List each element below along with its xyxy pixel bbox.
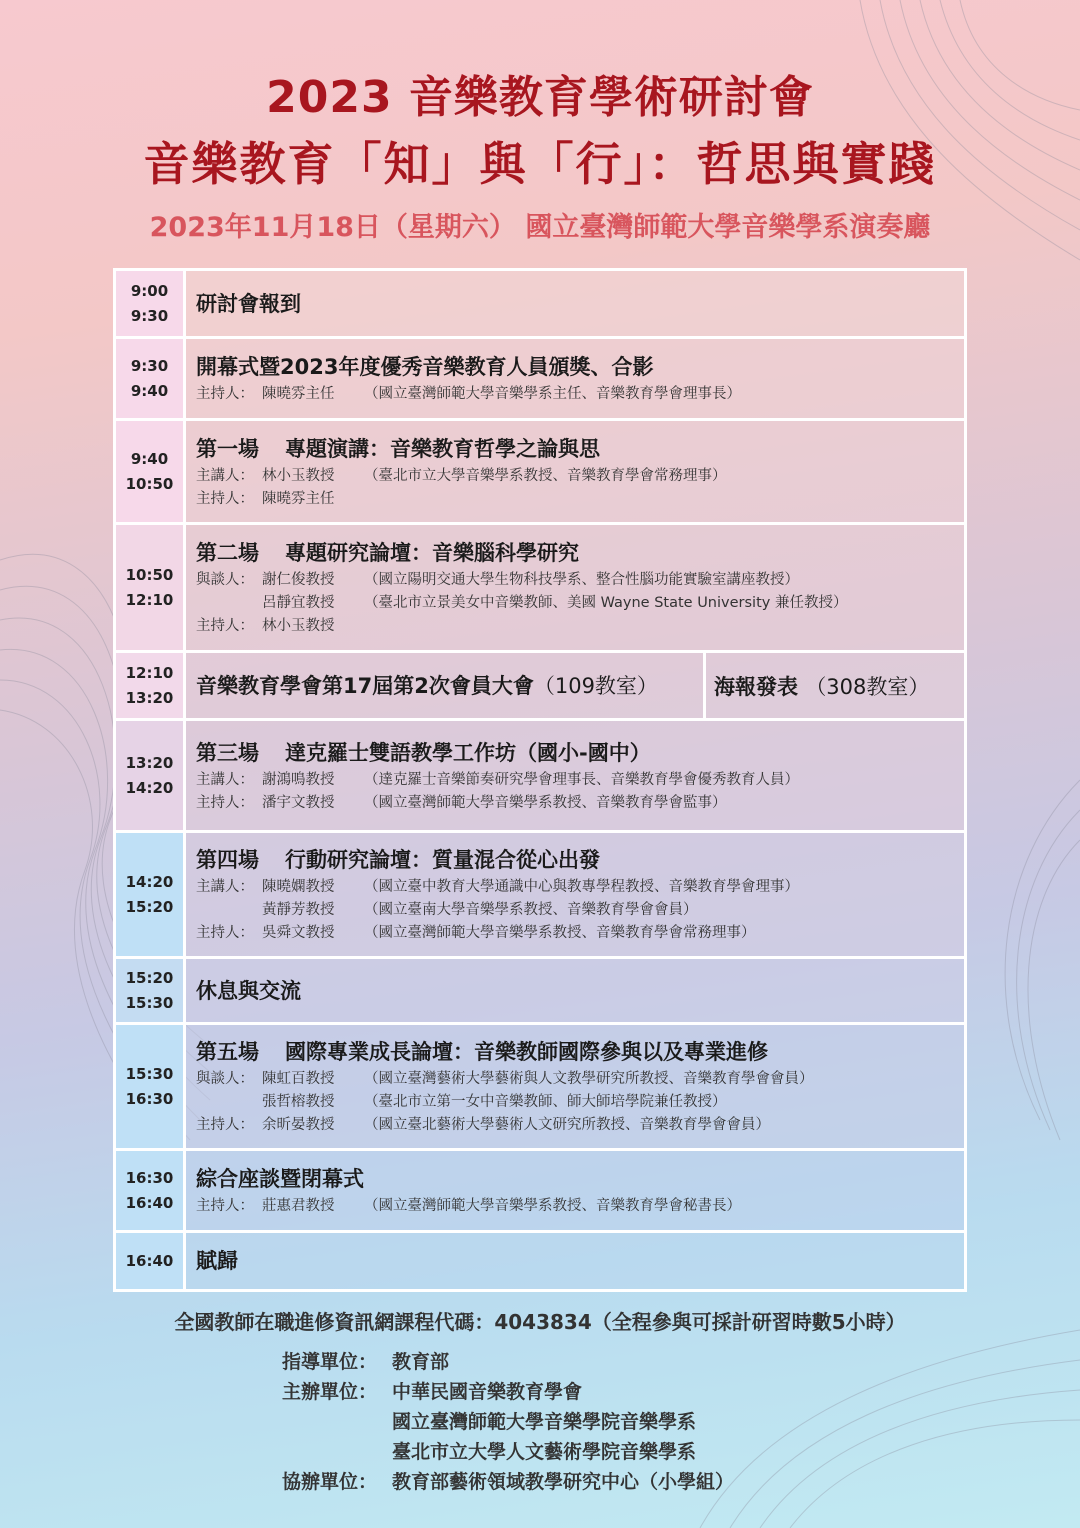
session-title: 開幕式暨2023年度優秀音樂教育人員頒獎、合影 xyxy=(196,355,654,379)
guide-unit: 指導單位： 教育部 xyxy=(282,1351,450,1373)
conference-title: 2023 音樂教育學術研討會 xyxy=(266,72,814,123)
session-cell xyxy=(196,1025,956,1148)
footer xyxy=(0,1305,1080,1493)
session-title: 研討會報到 xyxy=(196,291,301,316)
session-cell xyxy=(196,833,956,956)
host-line: 主持人： 陳曉雰主任 xyxy=(196,490,335,507)
session-title: 休息與交流 xyxy=(196,978,301,1003)
time-cell: 16:40 xyxy=(116,1233,186,1289)
session-title: 第五場 國際專業成長論壇：音樂教師國際參與以及專業進修 xyxy=(196,1040,768,1064)
speaker-line: 主講人： 林小玉教授 （臺北市立大學音樂學系教授、音樂教育學會常務理事） xyxy=(196,467,727,484)
session-cell xyxy=(196,271,956,336)
table-row xyxy=(116,271,964,339)
table-row xyxy=(116,1151,964,1233)
time-cell: 9:00 9:30 xyxy=(116,271,186,336)
session-title: 第一場 專題演講：音樂教育哲學之論與思 xyxy=(196,436,600,461)
time-cell: 14:20 15:20 xyxy=(116,833,186,956)
host-line: 主持人： 陳曉雰主任 （國立臺灣師範大學音樂學系主任、音樂教育學會理事長） xyxy=(196,386,741,402)
co-unit: 協辦單位： 教育部藝術領域教學研究中心（小學組） xyxy=(282,1471,735,1493)
time-cell: 9:30 9:40 xyxy=(116,339,186,418)
panelist-line: 張哲榕教授 （臺北市立第一女中音樂教師、師大師培學院兼任教授） xyxy=(262,1094,727,1110)
conference-theme: 音樂教育「知」與「行」：哲思與實踐 xyxy=(143,137,937,191)
table-row xyxy=(116,525,964,653)
host-line: 主持人： 余昕晏教授 （國立臺北藝術大學藝術人文研究所教授、音樂教育學會會員） xyxy=(196,1117,770,1133)
host-line: 主持人： 吳舜文教授 （國立臺灣師範大學音樂學系教授、音樂教育學會常務理事） xyxy=(196,925,756,941)
cell-divider xyxy=(703,653,706,718)
session-title: 第三場 達克羅士雙語教學工作坊（國小-國中） xyxy=(196,740,651,765)
panelist-line: 呂靜宜教授 （臺北市立景美女中音樂教師、美國 Wayne State University 兼任教授） xyxy=(262,595,848,611)
time-cell: 9:40 10:50 xyxy=(116,421,186,522)
host-line: 主持人： 莊惠君教授 （國立臺灣師範大學音樂學系教授、音樂教育學會秘書長） xyxy=(196,1198,741,1214)
time-cell: 12:10 13:20 xyxy=(116,653,186,718)
speaker-line: 黃靜芳教授 （國立臺南大學音樂學系教授、音樂教育學會會員） xyxy=(262,902,698,918)
session-cell xyxy=(196,421,956,522)
time-cell: 15:20 15:30 xyxy=(116,959,186,1022)
time-cell: 16:30 16:40 xyxy=(116,1151,186,1230)
date-venue: 2023年11月18日（星期六） 國立臺灣師範大學音樂學系演奏廳 xyxy=(149,212,931,243)
table-row xyxy=(116,653,964,721)
host-unit: 國立臺灣師範大學音樂學院音樂學系 xyxy=(392,1411,697,1433)
host-line: 主持人： 林小玉教授 xyxy=(196,618,335,634)
table-row xyxy=(116,339,964,421)
table-row xyxy=(116,421,964,525)
session-cell xyxy=(196,525,956,650)
session-cell xyxy=(196,721,956,830)
panelist-line: 與談人： 謝仁俊教授 （國立陽明交通大學生物科技學系、整合性腦功能實驗室講座教授） xyxy=(196,572,799,588)
table-row xyxy=(116,721,964,833)
session-title: 綜合座談暨閉幕式 xyxy=(196,1167,364,1191)
organizers xyxy=(282,1347,734,1497)
session-title: 賦歸 xyxy=(196,1249,238,1273)
speaker-line: 主講人： 陳曉嫻教授 （國立臺中教育大學通識中心與教專學程教授、音樂教育學會理事） xyxy=(196,879,799,895)
time-cell: 13:20 14:20 xyxy=(116,721,186,830)
header xyxy=(0,68,1080,252)
session-cell xyxy=(196,339,956,418)
course-code: 全國教師在職進修資訊網課程代碼：4043834（全程參與可採計研習時數5小時） xyxy=(174,1310,906,1334)
session-title: 音樂教育學會第17屆第2次會員大會（109教室） xyxy=(196,673,658,698)
session-cell xyxy=(196,1233,956,1289)
host-unit: 臺北市立大學人文藝術學院音樂學系 xyxy=(392,1441,697,1463)
session-cell xyxy=(196,653,694,718)
panelist-line: 與談人： 陳虹百教授 （國立臺灣藝術大學藝術與人文教學研究所教授、音樂教育學會會員） xyxy=(196,1071,814,1087)
host-line: 主持人： 潘宇文教授 （國立臺灣師範大學音樂學系教授、音樂教育學會監事） xyxy=(196,794,727,811)
schedule-table xyxy=(113,268,967,1292)
table-row xyxy=(116,1233,964,1289)
table-row xyxy=(116,1025,964,1151)
session-title: 第二場 專題研究論壇：音樂腦科學研究 xyxy=(196,541,579,565)
session-cell xyxy=(196,959,956,1022)
time-cell: 15:30 16:30 xyxy=(116,1025,186,1148)
table-row xyxy=(116,833,964,959)
speaker-line: 主講人： 謝鴻鳴教授 （達克羅士音樂節奏研究學會理事長、音樂教育學會優秀教育人員） xyxy=(196,771,799,788)
host-unit: 主辦單位： 中華民國音樂教育學會 xyxy=(282,1381,583,1403)
table-row xyxy=(116,959,964,1025)
poster-session: 海報發表 （308教室） xyxy=(714,674,930,699)
time-cell: 10:50 12:10 xyxy=(116,525,186,650)
session-title: 第四場 行動研究論壇：質量混合從心出發 xyxy=(196,848,600,872)
session-cell xyxy=(196,1151,956,1230)
